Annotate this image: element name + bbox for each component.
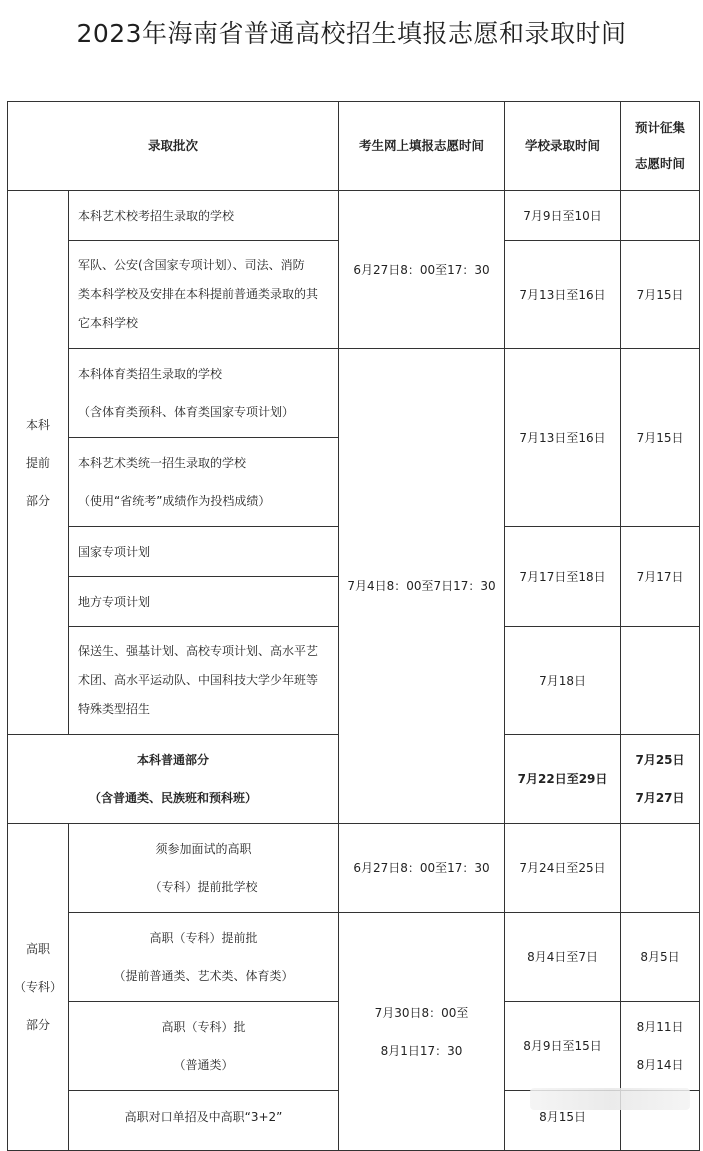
batch-name: 高职对口单招及中高职“3+2” <box>69 1091 339 1151</box>
batch-name <box>69 824 339 913</box>
collect-time-cell: 7月15日 <box>621 349 700 527</box>
header-online-time: 考生网上填报志愿时间 <box>339 102 505 191</box>
batch-name <box>69 349 339 438</box>
batch-name-line: 特殊类型招生 <box>78 702 151 716</box>
batch-name-line: 高职（专科）批 <box>161 1020 246 1034</box>
batch-name-line: （普通类） <box>173 1058 234 1072</box>
batch-name: 本科艺术校考招生录取的学校 <box>69 191 339 241</box>
school-time-cell: 8月9日至15日 <box>505 1002 621 1091</box>
group-bk-line-3: 部分 <box>25 493 50 508</box>
page-title: 2023年海南省普通高校招生填报志愿和录取时间 <box>76 19 627 48</box>
batch-name-line: 高职（专科）提前批 <box>149 931 258 945</box>
group-bk-tiqian <box>8 191 69 735</box>
collect-time-cell: 7月15日 <box>621 241 700 349</box>
collect-time-cell <box>621 824 700 913</box>
table-row <box>8 349 700 438</box>
online-time-cell: 7月4日8：00至7日17：30 <box>339 349 505 824</box>
school-time-cell: 7月18日 <box>505 627 621 735</box>
batch-name-line: 保送生、强基计划、高校专项计划、高水平艺 <box>78 644 319 658</box>
batch-name-line: 本科体育类招生录取的学校 <box>78 367 223 381</box>
collect-time-cell <box>621 735 700 824</box>
batch-name-line: 本科艺术类统一招生录取的学校 <box>78 456 247 470</box>
admission-schedule-table <box>7 101 700 1151</box>
school-time-cell: 7月13日至16日 <box>505 241 621 349</box>
school-time-cell: 8月15日 <box>505 1091 621 1151</box>
header-collect-line-1: 预计征集 <box>635 120 686 135</box>
table-row <box>8 191 700 241</box>
batch-name-line: （含体育类预科、体育类国家专项计划） <box>78 405 295 419</box>
batch-name-line: 本科普通部分 <box>137 753 210 767</box>
header-collect-time <box>621 102 700 191</box>
table-row <box>8 824 700 913</box>
batch-name-line: 须参加面试的高职 <box>155 842 252 856</box>
batch-name-line: 术团、高水平运动队、中国科技大学少年班等 <box>78 673 319 687</box>
school-time-cell: 8月4日至7日 <box>505 913 621 1002</box>
batch-name: 地方专项计划 <box>69 577 339 627</box>
collect-time-line: 7月27日 <box>635 791 685 805</box>
batch-name <box>69 241 339 349</box>
group-gz-line-1: 高职 <box>25 942 50 956</box>
online-time-cell <box>339 913 505 1151</box>
collect-time-line: 7月25日 <box>635 753 685 767</box>
group-bk-line-1: 本科 <box>25 417 50 432</box>
online-time-line: 7月30日8：00至 <box>374 1005 469 1020</box>
batch-name <box>69 627 339 735</box>
batch-name: 国家专项计划 <box>69 527 339 577</box>
group-gz-line-2: （专科） <box>14 980 63 994</box>
collect-time-cell <box>621 627 700 735</box>
collect-time-cell <box>621 191 700 241</box>
collect-time-cell: 8月5日 <box>621 913 700 1002</box>
school-time-cell: 7月24日至25日 <box>505 824 621 913</box>
batch-name-line: （含普通类、民族班和预科班） <box>89 791 258 805</box>
batch-name-line: （使用“省统考”成绩作为投档成绩） <box>78 494 271 508</box>
batch-name-line: 军队、公安(含国家专项计划）、司法、消防 <box>78 258 305 272</box>
collect-time-cell <box>621 1002 700 1091</box>
group-gaozhi <box>8 824 69 1151</box>
header-collect-line-2: 志愿时间 <box>635 156 686 171</box>
header-batch: 录取批次 <box>8 102 339 191</box>
school-time-cell: 7月13日至16日 <box>505 349 621 527</box>
group-gz-line-3: 部分 <box>25 1018 50 1032</box>
group-bk-line-2: 提前 <box>25 455 50 470</box>
watermark-blur <box>530 1088 690 1110</box>
school-time-cell: 7月17日至18日 <box>505 527 621 627</box>
batch-name-line: （专科）提前批学校 <box>149 880 258 894</box>
online-time-cell: 6月27日8：00至17：30 <box>339 824 505 913</box>
collect-time-cell: 7月17日 <box>621 527 700 627</box>
online-time-line: 8月1日17：30 <box>380 1043 463 1058</box>
collect-time-line: 8月14日 <box>636 1058 684 1072</box>
school-time-cell: 7月22日至29日 <box>505 735 621 824</box>
batch-name-line: 它本科学校 <box>78 316 139 330</box>
table-row <box>8 913 700 1002</box>
header-school-time: 学校录取时间 <box>505 102 621 191</box>
batch-name-line: 类本科学校及安排在本科提前普通类录取的其 <box>78 287 319 301</box>
table-header-row <box>8 102 700 191</box>
batch-name-bk-putong <box>8 735 339 824</box>
batch-name <box>69 1002 339 1091</box>
school-time-cell: 7月9日至10日 <box>505 191 621 241</box>
batch-name <box>69 913 339 1002</box>
batch-name-line: （提前普通类、艺术类、体育类） <box>113 969 294 983</box>
online-time-cell: 6月27日8：00至17：30 <box>339 191 505 349</box>
collect-time-line: 8月11日 <box>636 1020 684 1034</box>
batch-name <box>69 438 339 527</box>
